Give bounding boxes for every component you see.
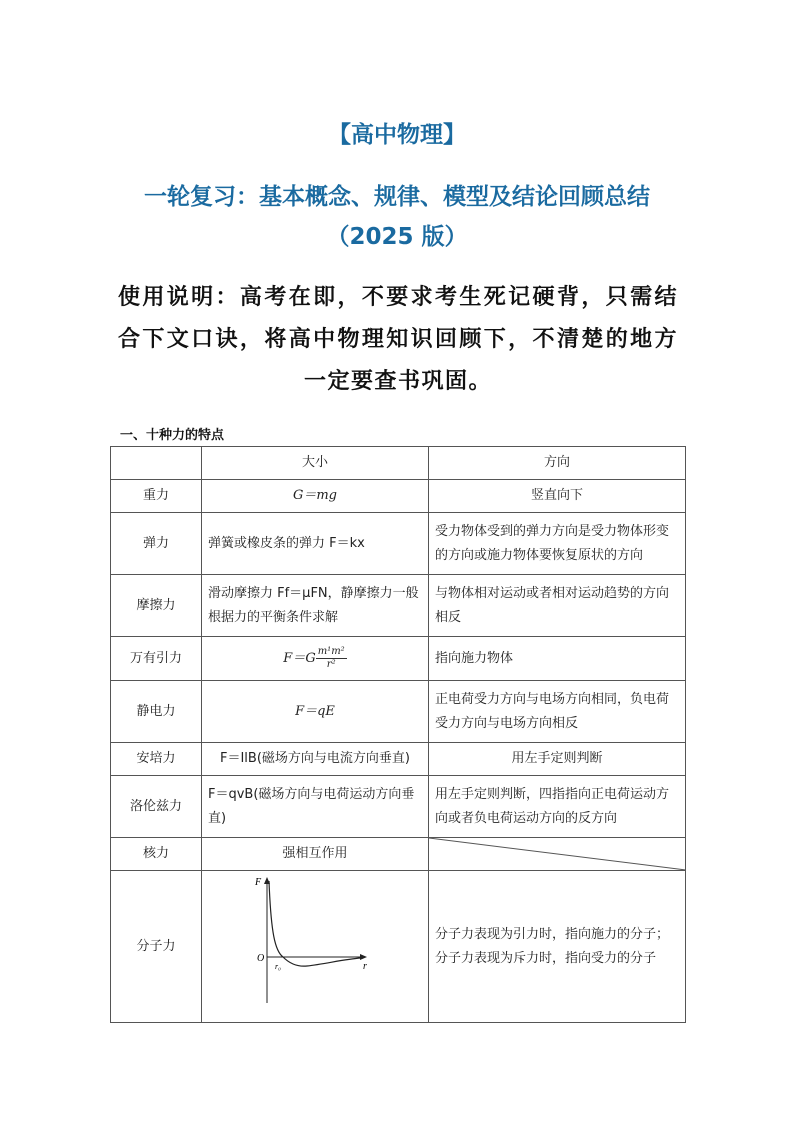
table-row — [111, 681, 686, 743]
fraction-numerator: m¹m² — [317, 646, 345, 657]
table-row — [111, 743, 686, 776]
force-size: F＝qE — [202, 681, 429, 743]
graph-x-label: r — [363, 961, 367, 972]
molecular-force-graph — [245, 873, 385, 1011]
table-row — [111, 513, 686, 575]
graph-curve — [269, 881, 361, 966]
force-name: 洛伦兹力 — [111, 776, 202, 838]
force-name: 万有引力 — [111, 637, 202, 681]
force-name: 核力 — [111, 838, 202, 871]
force-direction: 指向施力物体 — [429, 637, 686, 681]
graph-x-arrow — [360, 954, 367, 960]
gravitation-fraction — [316, 646, 347, 671]
doc-title-main: 一轮复习：基本概念、规律、模型及结论回顾总结 — [144, 184, 650, 210]
section-title: 一、十种力的特点 — [120, 428, 225, 443]
force-size: 滑动摩擦力 Ff＝μFN，静摩擦力一般根据力的平衡条件求解 — [202, 575, 429, 637]
force-direction: 竖直向下 — [429, 480, 686, 513]
molecular-force-graph-cell — [202, 871, 429, 1023]
table-row — [111, 871, 686, 1023]
usage-instructions: 使用说明：高考在即，不要求考生死记硬背，只需结合下文口诀，将高中物理知识回顾下，不清楚的地方一定要查书巩固。 — [118, 284, 678, 394]
force-name: 静电力 — [111, 681, 202, 743]
doc-title-edition: （2025 版） — [326, 224, 468, 250]
graph-y-label: F — [255, 877, 262, 888]
table-row — [111, 575, 686, 637]
empty-diagonal-cell — [429, 838, 686, 871]
diagonal-line — [429, 838, 686, 870]
graph-r0-label: r₀ — [275, 962, 281, 971]
table-row — [111, 776, 686, 838]
header-cell-blank — [111, 447, 202, 480]
force-size: G＝mg — [202, 480, 429, 513]
header-cell-size: 大小 — [202, 447, 429, 480]
doc-title-bracket: 【高中物理】 — [328, 122, 466, 148]
force-name: 重力 — [111, 480, 202, 513]
force-direction: 用左手定则判断，四指指向正电荷运动方向或者负电荷运动方向的反方向 — [429, 776, 686, 838]
force-direction: 用左手定则判断 — [429, 743, 686, 776]
force-size: F＝qvB(磁场方向与电荷运动方向垂直) — [202, 776, 429, 838]
table-header-row — [111, 447, 686, 480]
force-direction: 受力物体受到的弹力方向是受力物体形变的方向或施力物体要恢复原状的方向 — [429, 513, 686, 575]
force-direction: 正电荷受力方向与电场方向相同，负电荷受力方向与电场方向相反 — [429, 681, 686, 743]
graph-origin-label: O — [257, 953, 265, 964]
force-direction: 分子力表现为引力时，指向施力的分子；分子力表现为斥力时，指向受力的分子 — [429, 871, 686, 1023]
force-size: 弹簧或橡皮条的弹力 F＝kx — [202, 513, 429, 575]
forces-table — [110, 446, 686, 1023]
fraction-denominator: r² — [326, 659, 336, 670]
force-size-formula — [202, 637, 429, 681]
force-size: 强相互作用 — [202, 838, 429, 871]
force-name: 分子力 — [111, 871, 202, 1023]
force-name: 弹力 — [111, 513, 202, 575]
force-name: 安培力 — [111, 743, 202, 776]
header-cell-direction: 方向 — [429, 447, 686, 480]
table-row — [111, 838, 686, 871]
force-size: F＝IlB(磁场方向与电流方向垂直) — [202, 743, 429, 776]
table-row — [111, 637, 686, 681]
gravitation-prefix: F＝G — [283, 651, 316, 666]
force-direction: 与物体相对运动或者相对运动趋势的方向相反 — [429, 575, 686, 637]
table-row — [111, 480, 686, 513]
force-name: 摩擦力 — [111, 575, 202, 637]
